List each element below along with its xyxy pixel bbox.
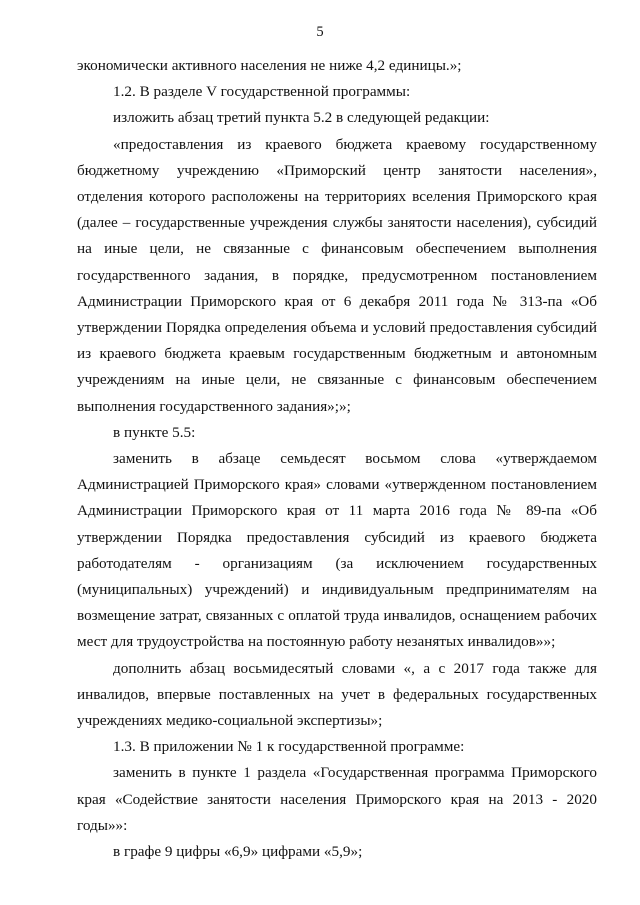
paragraph-section-1-3: 1.3. В приложении № 1 к государственной программе: — [113, 738, 465, 756]
paragraph-continuation: экономически активного населения не ниже 4,2 единицы.»; — [77, 57, 462, 74]
page-number: 5 — [316, 24, 324, 40]
paragraph-quoted-text-5-2: «предоставления из краевого бюджета краевому государственному бюджетному учреждению «Приморский центр занятости населения», отделения которого расположены на территориях вселения Приморского края (далее – государственные учреждения службы занятости населения), субсидий на иные цели, не связанные с финансовым обеспечением выполнения государственного задания, в порядке, предусмотренном постановлением Администрации Приморского края от 6 декабря 2011 года № 313-па «Об утверждении Порядка определения объема и условий предоставления субсидий из краевого бюджета краевым государственным бюджетным и автономным учреждениям на иные цели, не связанные с финансовым обеспечением выполнения государственного задания»;»; — [77, 135, 597, 415]
paragraph-replace-point-1: заменить в пункте 1 раздела «Государственная программа Приморского края «Содействие занятости населения Приморского края на 2013 - 2020 годы»»: — [77, 764, 597, 834]
paragraph-amend-5-2: изложить абзац третий пункта 5.2 в следующей редакции: — [113, 109, 490, 127]
paragraph-supplement-80: дополнить абзац восьмидесятый словами «, а с 2017 года также для инвалидов, впервые поставленных на учет в федеральных государственных учреждениях медико-социальной экспертизы»; — [77, 659, 597, 730]
paragraph-column-9: в графе 9 цифры «6,9» цифрами «5,9»; — [113, 843, 363, 861]
paragraph-point-5-5: в пункте 5.5: — [113, 423, 196, 441]
paragraph-replace-78: заменить в абзаце семьдесят восьмом слова «утверждаемом Администрацией Приморского края» словами «утвержденном постановлением Администрации Приморского края от 11 марта 2016 года № 89-па «Об утверждении Порядка предоставления субсидий из краевого бюджета работодателям - организациям (за исключением государственных (муниципальных) учреждений) и индивидуальным предпринимателям на возмещение затрат, связанных с оплатой труда инвалидов, оснащением рабочих мест для трудоустройства на постоянную работу незанятых инвалидов»»; — [77, 450, 597, 651]
paragraph-section-1-2: 1.2. В разделе V государственной программы: — [113, 83, 411, 101]
document-body — [77, 53, 597, 865]
